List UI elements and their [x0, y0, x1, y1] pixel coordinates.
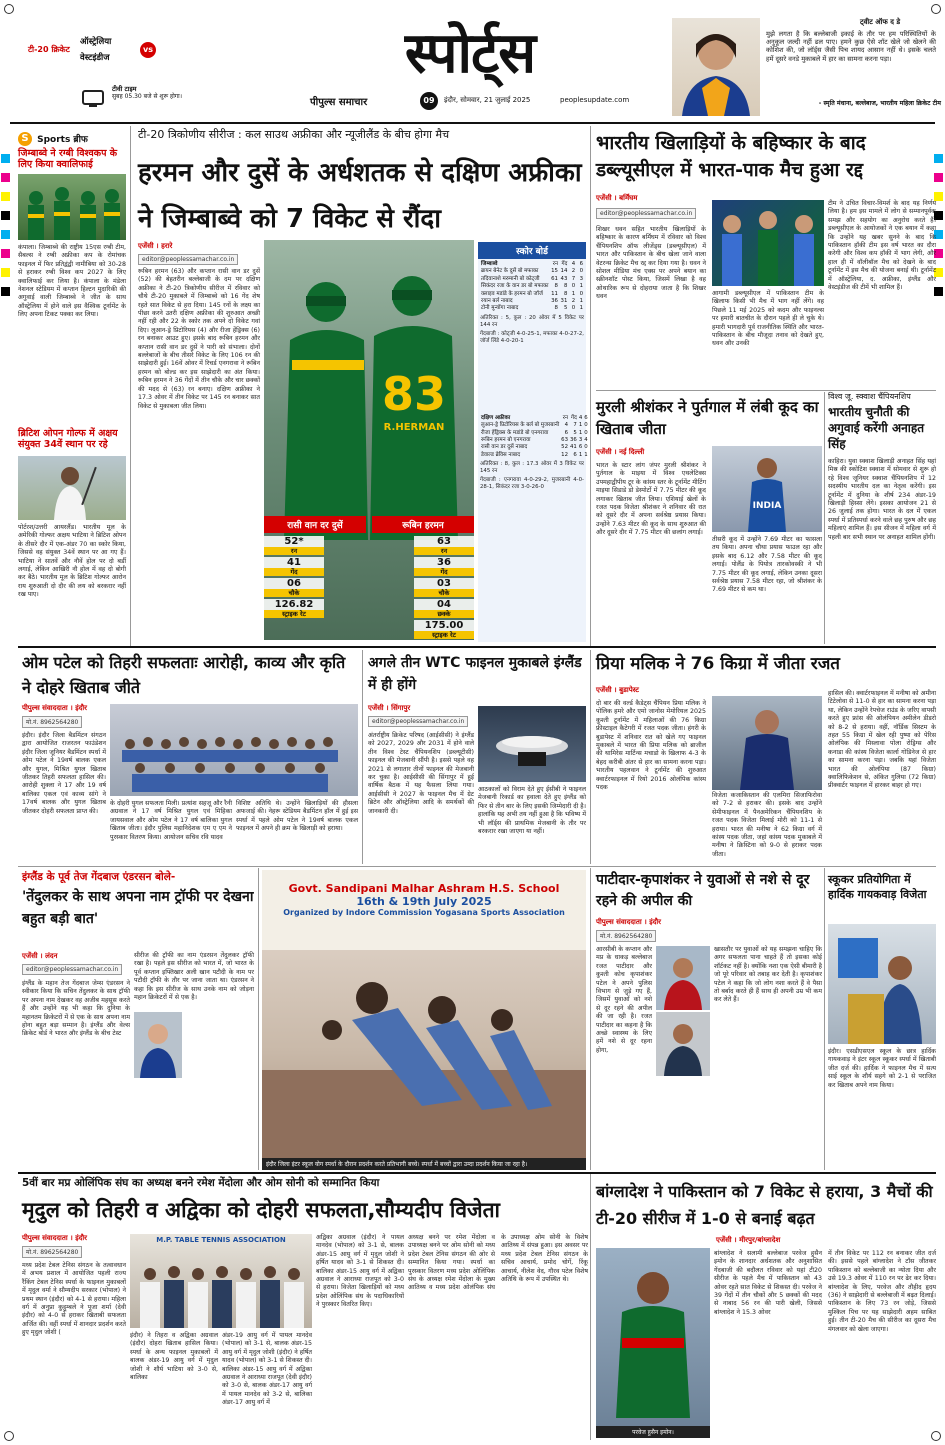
priya-text-3: हासिल की। क्वार्टरफाइनल में मनीषा को अमीना टिटेलोवा से 11-0 से हार का सामना करना पड़ा था, लेकिन उन्होंने रेपचेज राउंड के जरिए वापसी करते हुए फ्रांस की ओलंपियन अमीलेन डीडरो को 8-2 से हराया। वहीं, नॉर्डिक सिस्टम के तहत 55 किग्रा में खेल रही पुष्पा को पेरिस ओलंपिक की मिस्लावा पोला रोड्रिग्स और कनाडा की कांस्य विजेता कार्ला गोडिनेज से हार का सामना करना पड़ा। जबकि यहां विजेता भारत की ओलंपिया (87 किग्रा) क्वालिफिकेशन से, अंकित गुलिया (72 किग्रा) प्रीक्वार्टर फाइनल में हारकर बाहर हो गए।	[828, 690, 936, 790]
stat-value: 52*	[284, 536, 304, 547]
stat-label: छक्के	[414, 610, 474, 618]
team2-name-sc: दक्षिण अफ्रीका	[481, 414, 511, 421]
scorecard-player: रूबिन हरमन बो एनगरावा	[481, 437, 531, 444]
scorecard-stat: 6	[578, 444, 583, 451]
stat-value: 63	[437, 536, 451, 547]
stat-value: 03	[437, 578, 451, 589]
lead-email: editor@peoplessamachar.co.in	[138, 254, 238, 265]
t20-label: टी-20 क्रिकेट	[28, 45, 70, 54]
tweet-author: - स्मृति मंधाना, बल्लेबाज, भारतीय महिला क्रिकेट टीम	[818, 100, 941, 107]
wcl-text-2: आगामी डब्ल्यूसीएल में पाकिस्तान टीम के खिलाफ किसी भी मैच में भाग नहीं लेंगे। वह पिछले 11 मई 2025 को कदम और फाइनल्स पर हमारी बातचीत के दौरान पहले ही ले चुके थे। हमारी भागदारी पूर्व राजनीतिक स्थिति और भारत-पाकिस्तान के बीच मौजूदा तनाव को देखते हुए, धवन और उनकी	[712, 290, 824, 348]
tt-headline: मृदुल को तिहरी व अद्विका को दोहरी सफलता,सौम्यदीप विजेता	[22, 1198, 501, 1222]
wtc-text-1: अंतर्राष्ट्रीय क्रिकेट परिषद (आईसीसी) ने इंग्लैंड को 2027, 2029 और 2031 में होने वाले तीन विश्व टेस्ट चैंपियनशिप (डब्ल्यूटीसी) फाइनल की मेजबानी सौंपी है। इससे पहले वह 2021 से लगातार तीनों फाइनल की मेजबानी कर चुका है। आईसीसी की सिंगापुर में हुई वार्षिक बैठक में यह फैसला लिया गया। आईसीसी ने 2027 के फाइनल मैच में ग्रेट ब्रिटेन और ऑस्ट्रेलिया आदि के समर्थकों की जानकारी दी।	[368, 732, 474, 815]
tt-text-4: अद्विका अग्रवाल (इंदौर) ने पायल मानदेव (भोपाल) को 3-1 से, बालक अंडर-15 आयु वर्ग में मृदुल जोशी ने हर्षित यादव को 3-1 से शिकस्त दी। बालिका अंडर-15 आयु वर्ग में अद्विका अग्रवाल ने आराध्या राजपूत को 3-0 से हराया। विजेता खिलाड़ियों को मध्य प्रदेश ओलिंपिक संघ के पदाधिकारियों ने पुरस्कार वितरित किए।	[316, 1234, 404, 1309]
stat-value: 175.00	[424, 620, 464, 631]
scorecard-stat: 43	[560, 275, 568, 282]
bangladesh-photo	[596, 1248, 710, 1438]
scorecard-player: सिकंदर रजा के वान डर बो मफाका	[481, 283, 549, 290]
stat-label: गेंद	[264, 568, 324, 576]
tendulkar-email: editor@peoplessamachar.co.in	[22, 964, 122, 975]
skooer-photo	[828, 924, 936, 1044]
scorecard-player: रासी वान डर दुसें नाबाद	[481, 444, 528, 451]
priya-photo	[712, 696, 822, 790]
stat-box	[414, 599, 474, 618]
stat-label: चौके	[264, 589, 324, 597]
tweet-author-photo	[672, 18, 760, 116]
masthead-rule	[10, 122, 935, 124]
scorecard-stat: 1	[578, 422, 583, 429]
tendulkar-text-2: सीरीज की ट्रॉफी का नाम एंडरसन तेंदुलकर ट्रॉफी रखा है। पहले इस सीरीज को भारत में, जो भारत के पूर्व कप्तान इफ्तिखार अली खान पटौदी के नाम पर पटौदी ट्रॉफी के तौर पर जाना जाता था। एंडरसन ने कहा कि इस सीरीज के साथ उनके नाम को जोड़ना महान क्रिकेटरों में से एक है।	[134, 952, 254, 1002]
skooer-text: इंदौर। एसडीएसएल स्कूल के छात्र हार्दिक गायकवाड़ ने इंटर स्कूल स्कूकर स्पर्धा में खिताबी जीत दर्ज की। हार्दिक ने फाइनल मैच में सत्य साई स्कूल के शौर्य सहगे को 2-1 से पराजित कर खिताब अपने नाम किया।	[828, 1048, 936, 1089]
scorecard-extras-1: अतिरिक्त : 5, कुल : 20 ओवर में 5 विकेट पर 144 रन	[480, 314, 584, 328]
scorecard-player: क्लाइव मडांडे के हरमन बो जॉर्ज	[481, 290, 543, 297]
team1-name: ऑस्ट्रेलिया	[80, 37, 112, 47]
stat-box	[264, 578, 324, 597]
scorecard-title: स्कोर बोर्ड	[478, 242, 586, 259]
zim-photo	[18, 174, 126, 240]
lead-kicker: टी-20 त्रिकोणीय सीरीज : कल साउथ अफ्रीका और न्यूजीलैंड के बीच होगा मैच	[138, 128, 450, 141]
story-rule	[596, 390, 936, 391]
wcl-text-1: शिखर धवन सहित भारतीय खिलाड़ियों के बहिष्कार के कारण बर्मिंघम में रविवार को विश्व चैंपियनशिप ऑफ लीजेंड्स (डब्ल्यूसीएल) में भारत और पाकिस्तान के बीच खेला जाने वाला वेटरन्स क्रिकेट मैच रद्द कर दिया गया है। धवन ने सोशल मीडिया मंच एक्स पर अपने बयान का स्क्रीनशॉट पोस्ट किया, जिसमें लिखा है वह ओथारिक रूप से दोहराया जाता है कि शिखर धवन	[596, 226, 706, 301]
column-rule	[590, 868, 591, 1170]
tt-text-3: अंडर-19 आयु वर्ग में पायल मानदेव (भोपाल) को 3-1 से, बालक अंडर-15 आयु वर्ग में मृदुल जोशी (इंदौर) ने हर्षित यादव (भोपाल) को 3-1 से शिकस्त दी। बालिका अंडर-15 आयु वर्ग में अद्विका अग्रवाल ने आराध्या राजपूत (देवी इंदौर) को 3-0 से, बालक अंडर-17 आयु वर्ग में पायल मानदेव को 3-2 से, बालिका अंडर-17 आयु वर्ग में	[222, 1332, 312, 1407]
stats-right	[414, 536, 474, 641]
lead-photo	[264, 240, 474, 640]
brief-badge-icon: S	[18, 132, 32, 146]
scorecard-row	[480, 283, 584, 290]
scorecard-stat: 0	[571, 305, 576, 312]
stat-box	[414, 557, 474, 576]
scorecard-stat: 5	[563, 305, 568, 312]
scorecard-row	[480, 291, 584, 298]
lead-text: रूबिन हरमन (63) और कप्तान रासी वान डर दुसें (52) की बेहतरीन बल्लेबाजी के दम पर दक्षिण अफ्रीका ने टी-20 त्रिकोणीय सीरीज में रविवार को चौथे टी-20 मुकाबले में जिम्बाब्वे को 16 गेंद शेष रहते सात विकेट से हरा दिया। 145 रनों के लक्ष्य का पीछा करने उतरी दक्षिण अफ्रीका की शुरुआत अच्छी नहीं रही और 22 के स्कोर तक अपने दो विकेट गवां दिए। लुआन-ड्रे प्रिटोरियस (4) और रीजा हेंड्रिक्स (6) रन बनाकर आउट हुए। इसके बाद रूबिन हरमन और कप्तान रासी वान डर दुसें ने पारी को संभाला। दोनों बल्लेबाजों के बीच तीसरे विकेट के लिए 106 रन की साझेदारी हुई। 16वें ओवर में रिचर्ड एनगरावा ने रूबिन हरमन को बोल्ड कर इस साझेदारी का अंत किया। रूबिन हरमन ने 36 गेंदों में तीन चौके और चार छक्कों की मदद से (63) रन बनाए। दक्षिण अफ्रीका ने 17.3 ओवर में तीन विकेट पर 145 रन बनाकर सात विकेट से मुकाबला जीत लिया।	[138, 268, 260, 410]
tv-channel: टीवी टाइम	[112, 85, 137, 93]
scorecard-stat: 4	[564, 422, 568, 429]
zim-text: कंपाला। जिम्बाब्वे की राष्ट्रीय 15एस रग्बी टीम, सैबल्स ने रग्बी अफ्रीका कप के रोमांचक फाइनल में फिर प्रतिद्वंद्वी नामीबिया को 30-28 से हराकर रग्बी विश्व कप 2027 के लिए क्वालिफाई कर लिया है। कंपाला के मंडेला नेशनल स्टेडियम में कप्तान हिल्टन मुदारिकी की अगुवाई वाली जिम्बाब्वे ने जीत के साथ ऑस्ट्रेलिया में होने वाले इस वैश्विक टूर्नामेंट के लिए अपना टिकट पक्का कर लिया।	[18, 244, 126, 319]
scorecard-stat: 0	[584, 422, 588, 429]
tweet-label: ट्वीट ऑफ द डे	[860, 18, 901, 26]
scorecard-table-2: दक्षिण अफ्रीका रन गेंद 4 6 लुआन-ड्रे प्रिटोरियस के बर्ल बो मुजरबानी 4 7 1 0 रीजा हेंड्रिक्स के मडांडे बो एनगरावा 6 5 1 0 रूबिन हरमन बो एनगरावा 63 36 3 4 रासी वान डर दुसें नाबाद 52 41 6 0 डेवाल्ड ब्रेविस नाबाद 12 6 1 1	[481, 414, 588, 458]
photo-caption-left: रासी वान दर दुसें	[264, 516, 366, 533]
priya-text-2: विजेता कजाकिस्तान की एलमिरा सिजाफिरोवा को 7-2 से हराकर की। इसके बाद उन्होंने सेमीफाइनल में पैनअमेरिकन चैंपियनशिप के रजत पदक विजेता मिलाई मोरी को 11-1 से हराया। भारत की मनीषा ने 62 किग्रा वर्ग में कांस्य पदक जीता, जहां कांस्य पदक मुकाबले में मनीषा ने क्रिस्टिना को 9-0 से हराकर पदक जीता।	[712, 792, 822, 858]
tt-photo	[130, 1234, 312, 1328]
vs-badge: vs	[140, 42, 156, 58]
scorecard-stat: 52	[561, 444, 568, 451]
scorecard-stat: 0	[579, 268, 583, 275]
stat-box	[264, 557, 324, 576]
bangladesh-text-1: बांग्लादेश ने सलामी बल्लेबाज परवेज हुसैन इमोन के शानदार अर्धशतक और अनुशासित गेंदबाजी की बदौलत रविवार को यहां टी20 सीरीज के पहले मैच में पाकिस्तान को 43 ओवर रहते सात विकेट से शिकस्त दी। परवेज ने 39 गेंदों में तीन चौकों और 5 छक्कों की मदद से नाबाद 56 रन की पारी खेली, जिससे बांग्लादेश ने 15.3 ओवर	[714, 1250, 822, 1316]
scorecard-stat: 8	[554, 283, 558, 290]
golf-headline: ब्रिटिश ओपन गोल्फ में अक्षय संयुक्त 34वें स्थान पर रहे	[18, 428, 118, 450]
masthead-title: स्पोर्ट्स	[404, 21, 536, 86]
photo-caption-right: रूबिन हरमन	[372, 516, 474, 533]
wtc-byline: एजेंसी । सिंगापुर	[368, 704, 411, 712]
scorecard-stat: 15	[551, 268, 558, 275]
registration-mark	[4, 1431, 14, 1441]
column-rule	[824, 392, 825, 644]
scorecard-row	[480, 452, 589, 459]
scorecard-player: टोनी मुन्योंगा नाबाद	[481, 305, 519, 312]
svg-text:INDIA: INDIA	[752, 501, 782, 511]
wcl-photo	[712, 200, 824, 286]
anahat-text: काहिरा। युवा स्क्वाश खिलाड़ी अनाहत सिंह यहां मिस्र की स्कोटिश स्क्वाश में सोमवार से शुरू हो रहे विश्व जूनियर स्क्वाश चैंपियनशिप में 12 सदस्यीय भारतीय दल का नेतृत्व करेंगी। इस टूर्नामेंट में दुनिया के शीर्ष 234 अंडर-19 खिलाड़ी हिस्सा लेंगे। इसका आयोजन 21 से 26 जुलाई तक होगा। भारत के दल में एकल स्पर्धा में प्रतिस्पर्धा करने वाले छह पुरुष और छह महिलाएं शामिल हैं। इस सीजन में महिला वर्ग में पहली बार सभी स्थान पर अनाहत शामिल होंगी।	[828, 458, 936, 541]
stat-value: 04	[437, 599, 451, 610]
tt-phone: मो.नं. 8962564280	[22, 1246, 82, 1258]
masthead-line	[310, 92, 680, 112]
scorecard-stat: 6	[564, 429, 568, 436]
scorecard-stat: 5	[573, 429, 577, 436]
column-rule	[590, 1174, 591, 1440]
scorecard-row	[480, 430, 589, 437]
golf-photo	[18, 456, 126, 520]
tt-kicker: 5वीं बार मप्र ओलिंपिक संघ का अध्यक्ष बनने रमेश मेंदोला और ओम सोनी को सम्मानित किया	[22, 1177, 380, 1189]
scorecard-player: रीजा हेंड्रिक्स के मडांडे बो एनगरावा	[481, 429, 549, 436]
date-line: इंदौर, सोमवार, 21 जुलाई 2025	[444, 96, 531, 104]
t20-promo	[28, 30, 158, 90]
website: peoplesupdate.com	[560, 96, 630, 104]
sreeshankar-headline: मुरली श्रीशंकर ने पुर्तगाल में लंबी कूद का खिताब जीता	[596, 398, 819, 438]
scorecard-stat: 0	[571, 283, 576, 290]
stat-value: 41	[287, 557, 301, 568]
wcl-text-3: टीम ने उचित विचार-विमर्श के बाद यह निर्णय लिया है। हम इस मामले में लोग से सम्मानपूर्वक समझ और सहयोग का अनुरोध करते हैं। डब्ल्यूसीएल के आयोजकों ने एक बयान में कहा कि उन्होंने यह खबर सुनने के बाद कि पाकिस्तान हॉकी टीम इस वर्ष भारत का दौरा करेगी और विश्व कप हॉकी में भाग लेगी, और हाल ही में वॉलीबॉल मैच को देखने के बाद टूर्नामेंट में इस मैच की योजना बनाई थी। टूर्नामेंट में ऑस्ट्रेलिया, द. अफ्रीका, इंग्लैंड और वेस्टइंडीज की टीमें भी शामिल हैं।	[828, 200, 936, 292]
scorecard-stat: 7	[571, 275, 576, 282]
tendulkar-kicker: इंग्लैंड के पूर्व तेज गेंदबाज एंडरसन बोले-	[22, 871, 176, 883]
lead-byline: एजेंसी । हरारे	[138, 242, 173, 250]
stat-label: रन	[414, 547, 474, 555]
scorecard-row	[480, 305, 584, 312]
scorecard-stat: 36	[570, 437, 577, 444]
scorecard-player: लुआन-ड्रे प्रिटोरियस के बर्ल बो मुजरबानी	[481, 422, 560, 429]
patidar-photo	[656, 946, 710, 1010]
wcl-headline: भारतीय खिलाड़ियों के बहिष्कार के बाद डब्ल्यूसीएल में भारत-पाक मैच हुआ रद्द	[596, 132, 866, 181]
patidar-phone: मो.नं. 8962564280	[596, 930, 656, 942]
tendulkar-headline: 'तेंदुलकर के साथ अपना नाम ट्रॉफी पर देखना बहुत बड़ी बात'	[22, 889, 254, 927]
stat-box	[414, 536, 474, 555]
scorecard-stat: 3	[579, 275, 583, 282]
tendulkar-byline: एजेंसी । लंदन	[22, 952, 58, 960]
stat-value: 126.82	[274, 599, 314, 610]
stat-label: स्ट्राइक रेट	[264, 610, 324, 618]
scorecard-player: ब्रायन बेनेट के दुसें बो मफाका	[481, 268, 539, 275]
patidar-text-1: आरसीबी के कप्तान और मप्र के धाकड़ बल्लेबाज रजत पाटीदार और कुश्ती कोच कृपाशंकर पटेल ने अपने पुलिस विभाग से जुड़े गए हैं, जिसमें युवाओं को नशे से दूर रहने की अपील की जा रही है। रजत पाटीदार का कहना है कि अच्छे स्वास्थ्य के लिए हमें नशे से दूर रहना होगा,	[596, 946, 652, 1054]
tt-byline: पीपुल्स संवाददाता । इंदौर	[22, 1234, 88, 1242]
scorecard-stat: 4	[584, 437, 588, 444]
scorecard-stat: 31	[560, 298, 568, 305]
patidar-headline: पाटीदार-कृपाशंकर ने युवाओं से नशे से दूर रहने की अपील की	[596, 872, 810, 909]
wcl-email: editor@peoplessamachar.co.in	[596, 208, 696, 219]
scorecard-stat: 36	[551, 298, 558, 305]
skooer-headline: स्कूकर प्रतियोगिता में हार्दिक गायकवाड़ विजेता	[828, 873, 927, 901]
stat-box	[414, 578, 474, 597]
stat-label: स्ट्राइक रेट	[414, 631, 474, 639]
yoga-banner-dates: 16th & 19th July 2025	[356, 895, 492, 908]
stat-label: गेंद	[414, 568, 474, 576]
stat-box	[264, 536, 324, 555]
scorecard	[478, 242, 586, 642]
scorecard-stat: 1	[579, 305, 583, 312]
anahat-headline: भारतीय चुनौती की अगुवाई करेंगी अनाहत सिंह	[828, 405, 925, 451]
scorecard-stat: 0	[584, 444, 588, 451]
column-rule	[362, 650, 363, 864]
scorecard-row	[480, 422, 589, 429]
wtc-text-2: आठकालों को विराम देते हुए ईसीबी ने फाइनल मेजबानी रिकार्ड का हवाला देते हुए इंग्लैंड को फिर से तीन बार के लिए इसकी जिम्मेदारी दी है। हालांकि यह अभी तय नहीं हुआ है कि भविष्य में भी लॉर्ड्स की प्राथमिक मेजबानी के तौर पर बरकरार रखा जाएगा या नहीं।	[478, 786, 586, 836]
team2-name: वेस्टइंडीज	[80, 53, 110, 63]
bangladesh-photo-caption: परवेज हुसैन इमोन।	[596, 1426, 710, 1438]
zim-headline: जिम्बाब्वे ने रग्बी विश्वकप के लिए किया क्वालिफाई	[18, 148, 118, 170]
scorecard-stat: 1	[579, 283, 583, 290]
priya-headline: प्रिया मलिक ने 76 किग्रा में जीता रजत	[596, 654, 840, 674]
sreeshankar-photo	[712, 446, 822, 532]
patidar-byline: पीपुल्स संवाददाता । इंदौर	[596, 918, 662, 926]
badminton-byline: पीपुल्स संवाददाता । इंदौर	[22, 704, 88, 712]
scorecard-stat: 0	[579, 290, 583, 297]
golf-text: पोर्टरश/उत्तरी आयरलैंड। भारतीय मूल के अमेरिकी गोल्फर अक्षय भाटिया ने ब्रिटिश ओपन के तीसरे दौर में एक-अंडर 70 का स्कोर किया, जिससे वह संयुक्त 34वें स्थान पर आ गए हैं। भाटिया ने सातवें और नौवें होल पर दो बर्डी लगाई, लेकिन आखिरी नौ होल में वह दो बोगी कर बैठे। भारतीय मूल के ब्रिटिश गोल्फर आरोन राय शुरुआती दो दौर की लय को बरकरार नहीं रख पाए।	[18, 524, 126, 599]
column-rule	[590, 650, 591, 864]
tv-time: सुबह 05.30 बजे से शुरू होगा।	[112, 93, 183, 100]
wtc-headline: अगले तीन WTC फाइनल मुकाबले इंग्लैंड में ही होंगे	[368, 655, 582, 693]
stat-value: 36	[437, 557, 451, 568]
bangladesh-headline: बांग्लादेश ने पाकिस्तान को 7 विकेट से हराया, 3 मैचों की टी-20 सीरीज में 1-0 से बनाई बढ़त	[596, 1182, 933, 1228]
yoga-banner-school: Govt. Sandipani Malhar Ashram H.S. School	[288, 882, 560, 895]
tt-photo-banner: M.P. TABLE TENNIS ASSOCIATION	[156, 1236, 286, 1244]
stats-left	[264, 536, 324, 620]
svg-text:R.HERMAN: R.HERMAN	[383, 422, 445, 433]
yoga-photo	[262, 870, 586, 1170]
tt-text-1: मध्य प्रदेश टेबल टेनिस संगठन के तत्वावधान में अभय प्रशाल में आयोजित पहली राज्य रैंकिंग टेबल टेनिस स्पर्धा के फाइनल मुकाबलों में मृदुल वर्मा ने सौम्यदीप सरकार (भोपाल) ने प्रथम स्थान (इंदौर) को 4-1 से हराया। महिला वर्ग में अनुप्रा कुट्ठूम्बले ने पूजा शर्मा (देवी इंदौर) को 4-0 से हराकर खिताबी सफलता अर्जित की। वहीं स्पर्धा में शानदार प्रदर्शन करते हुए मृदुल जोशी (	[22, 1262, 126, 1337]
color-bar-left	[1, 150, 11, 302]
anahat-kicker: विश्व जू. स्क्वाश चैंपियनशिप	[828, 392, 911, 401]
tv-info	[82, 82, 182, 112]
scorecard-stat: 14	[560, 268, 568, 275]
section-rule	[18, 1172, 936, 1174]
scorecard-stat: 8	[563, 283, 568, 290]
tt-text-5: अध्यक्ष बनने पर रमेश मेंदोला व उपाध्यक्ष बनने पर ओम सोनी को मध्य प्रदेश टेबल टेनिस संगठन की ओर से सम्मानित किया गया। स्पर्धा का पुरस्कार वितरण मध्य प्रदेश ओलिंपिक संघ के अध्यक्ष रमेश मेंदोला के मुख्य आतिथ्य व मध्य प्रदेश ओलंपिक संघ के उपाध्यक्ष ओम सोनी के विशेष आतिथ्य में संपन्न हुआ। इस अवसर पर मध्य प्रदेश टेबल टेनिस संगठन के सचिव आचार्य, प्रमोद चोर्गे, रिंकू आचार्य, नीलेश वेद, गौरव पटेल विशेष अतिथि के रूप में उपस्थित थे।	[408, 1234, 588, 1292]
tendulkar-text-1: इंग्लैंड के महान तेज गेंदबाज जेम्स एंडरसन ने स्वीकार किया कि सचिन तेंदुलकर के साथ ट्रॉफी पर अपना नाम देखकर वह अजीब महसूस करते हैं और उन्होंने यह भी कहा कि दुनिया के महानतम क्रिकेटरों में से एक के साथ अपना नाम होना बहुत बड़ा सम्मान है। इंग्लैंड और वेल्स क्रिकेट बोर्ड ने भारत और इंग्लैंड के बीच टेस्ट	[22, 980, 130, 1038]
scorecard-stat: 7	[573, 422, 577, 429]
stat-value: 06	[287, 578, 301, 589]
wcl-byline: एजेंसी । बर्मिंघम	[596, 194, 638, 202]
brief-label	[18, 128, 120, 146]
scorecard-stat: 12	[561, 451, 568, 458]
registration-mark	[4, 4, 14, 14]
scorecard-stat: 1	[578, 451, 583, 458]
scorecard-player: डेवाल्ड ब्रेविस नाबाद	[481, 451, 521, 458]
sreeshankar-text-2: तीसरी कूद में उन्होंने 7.69 मीटर का फासला तय किया। अपना चौथा प्रयास फाउल रहा और इसके बाद 6.12 और 7.58 मीटर की कूद लगाई। पोलैंड के पियोत्र तारकोवस्की ने भी 7.75 मीटर की कूद लगाई, लेकिन उनका दूसरा सर्वश्रेष्ठ प्रयास 7.58 मीटर रहा, जो श्रीशंकर के 7.69 मीटर से कम था।	[712, 536, 822, 594]
scorecard-stat: 1	[579, 298, 583, 305]
scorecard-stat: 0	[584, 429, 588, 436]
section-rule	[18, 866, 936, 867]
column-rule	[590, 126, 591, 646]
badminton-headline: ओम पटेल को तिहरी सफलताः आरोही, काव्य और कृति ने दोहरे खिताब जीते	[22, 653, 346, 697]
scorecard-stat: 63	[561, 437, 568, 444]
registration-mark	[931, 4, 941, 14]
badminton-text-3: विशिष्ट अतिथि थे। उन्होंने खिलाड़ियों की हौसला अफजाई की। नेहरू स्टेडियम बैडमिंटन हॉल में हुई इस स्पर्धा में पहले ओम पटेल ने 19वर्ष बालक एकल फाइनल में अपने ही क्रम के खिलाड़ी को हराया।	[236, 800, 358, 833]
column-rule	[130, 126, 131, 646]
scorecard-bowling-1: गेंदबाजी : कोट्जी 4-0-25-1, मफाका 4-0-27-2, जॉर्ज लिंडे 4-0-20-1	[480, 330, 584, 344]
bangladesh-text-2: में तीन विकेट पर 112 रन बनाकर जीत दर्ज की। इससे पहले बांग्लादेश ने टॉस जीतकर पाकिस्तान को बल्लेबाजी का न्योता दिया और उसे 19.3 ओवर में 110 रन पर ढेर कर दिया। बांग्लादेश के लिए, परवेज और तौहीद हृदय (36) ने साझेदारी से बल्लेबाजी में बढ़त दिलाई। पाकिस्तान के लिए 73 रन जोड़े, जिससे मुश्किल पिच पर यह साझेदारी अहम साबित हुई। तीन टी-20 मैच की सीरीज का दूसरा मैच मंगलवार को खेला जाएगा।	[828, 1250, 936, 1333]
scorecard-row	[480, 268, 584, 275]
badminton-photo	[110, 704, 358, 796]
scorecard-stat: 2	[571, 298, 576, 305]
patidar-text-2: खासतौर पर युवाओं को यह समझना चाहिए कि अगर सफलता पाना चाहते हैं तो इसका कोई शॉर्टकट नहीं है। क्योंकि नशा एक ऐसी बीमारी है जो पूरे परिवार को तबाह कर देती है। कृपाशंकर पटेल ने कहा कि जो लोग नशा करते हैं वे पैसा तो बर्बाद करते ही हैं साथ ही अपनी उम्र भी कम कर लेते हैं।	[714, 946, 822, 1004]
scorecard-stat: 8	[554, 305, 558, 312]
tt-text-2: इंदौर) ने तिहरा व अद्विका अग्रवाल (इंदौर) दोहरा खिताब हासिल किया। स्पर्धा के अन्य फाइनल मुकाबलों में बालक अंडर-19 आयु वर्ग में मृदुल जोशी ने शौर्य भाटिया को 3-0 से, बालिका	[130, 1332, 218, 1382]
priya-byline: एजेंसी । बुडापेस्ट	[596, 686, 639, 694]
column-rule	[824, 868, 825, 1170]
scorecard-bowling-2: गेंदबाजी : एनगरावा 4-0-29-2, मुजरबानी 4-0-28-1, सिकंदर रजा 3-0-26-0	[480, 477, 584, 491]
scorecard-player: तदिवानाशे मरुमानी बो कोट्जी	[481, 275, 540, 282]
badminton-text-1: इंदौर। इंदौर जिला बैडमिंटन संगठन द्वारा आयोजित राजरतन फाउंडेशन इंदौर जिला जूनियर बैडमिंटन स्पर्धा में ओम पटेल ने 19वर्ष बालक एकल और युगल, मिश्रित युगल खिताब जीतकर तिहरी सफलता हासिल की। आरोही शुक्ला ने 17 और 19 वर्ष बालिका एकल एवं काव्य सांगे ने 17वर्ष बालक और युगल खिताब जीतकर दोहरी सफलता प्राप्त की।	[22, 732, 106, 815]
scorecard-row	[480, 444, 589, 451]
bangladesh-byline: एजेंसी । मीरपुर/बांग्लादेश	[716, 1236, 781, 1244]
tv-icon	[82, 88, 106, 108]
scorecard-stat: 6	[573, 451, 577, 458]
scorecard-table-1: जिम्बाब्वे रन गेंद 4 6 ब्रायन बेनेट के दुसें बो मफाका 15 14 2 0 तदिवानाशे मरुमानी बो कोट्जी 61 43 7 3 सिकंदर रजा के वान डर बो मफाका 8 8 0 1 क्लाइव मडांडे के हरमन बो जॉर्ज 11 8 1 0 रयान बर्ल नाबाद 36 31 2 1 टोनी मुन्योंगा नाबाद 8 5 0 1	[481, 261, 583, 312]
scorecard-stat: 2	[571, 268, 576, 275]
scorecard-extras-2: अतिरिक्त : 8, कुल : 17.3 ओवर में 3 विकेट पर 145 रन	[480, 461, 584, 475]
scorecard-player: रयान बर्ल नाबाद	[481, 298, 513, 305]
page-number: 09	[420, 92, 438, 110]
wtc-email: editor@peoplessamachar.co.in	[368, 716, 468, 727]
sreeshankar-byline: एजेंसी । नई दिल्ली	[596, 448, 645, 456]
scorecard-stat: 61	[551, 275, 558, 282]
brief-title: Sports ब्रीफ	[37, 135, 88, 145]
wtc-trophy-photo	[478, 706, 586, 782]
tweet-text: मुझे लगता है कि बल्लेबाजी इकाई के तौर पर हम परिस्थितियों के अनुकूल जल्दी नहीं ढल पाए। हमने कुछ ऐसे शॉट खेले जो खेलने की कोशिश की, जो लॉर्ड्स जैसी पिच शायद आसान नहीं थे। इसके चलते हमें दूसरे वनडे मुकाबले में हार का सामना करना पड़ा।	[766, 30, 936, 63]
kripashankar-photo	[656, 1012, 710, 1076]
svg-text:83: 83	[381, 367, 447, 421]
yoga-caption: इंदौर जिला इंटर स्कूल योग स्पर्धा के दौरान प्रदर्शन करते प्रतिभागी बच्चे। स्पर्धा में बच्चों द्वारा उम्दा प्रदर्शन किया जा रहा है।	[262, 1158, 586, 1170]
scorecard-stat: 1	[571, 290, 576, 297]
stat-label: चौके	[414, 589, 474, 597]
scorecard-stat: 8	[563, 290, 568, 297]
scorecard-stat: 1	[584, 451, 588, 458]
stat-box	[264, 599, 324, 618]
lead-headline: हरमन और दुसें के अर्धशतक से दक्षिण अफ्रीका ने जिम्बाब्वे को 7 विकेट से रौंदा	[138, 158, 582, 234]
scorecard-stat: 3	[578, 437, 583, 444]
scorecard-stat: 41	[570, 444, 577, 451]
sreeshankar-text-1: भारत के स्टार लांग जंपर मुरली श्रीशंकर ने पुर्तगाल के माइया में विश्व एथलेटिक्स उपमहाद्वीपीय टूर के कांस्य स्तर के टूर्नामेंट मीटिंग माइया सिडाडे डो डेस्पोर्टो में 7.75 मीटर की कूद लगाकर खिताब जीत लिया। एशियाई खेलों के रजत पदक विजेता श्रीशंकर ने शनिवार की रात को दूसरे दौर में अपना सर्वश्रेष्ठ प्रयास किया। उन्होंने 7.63 मीटर की कूद के साथ शुरुआत की और दूसरे दौर में 7.75 मीटर की छलांग लगाई।	[596, 462, 706, 537]
scorecard-stat: 11	[551, 290, 558, 297]
scorecard-stat: 1	[578, 429, 583, 436]
stat-box	[414, 620, 474, 639]
section-rule	[18, 646, 936, 648]
column-rule	[258, 868, 259, 1170]
team1-name-sc: जिम्बाब्वे	[481, 261, 498, 267]
yoga-banner-organizer: Organized by Indore Commission Yogasana Sports Association	[283, 908, 565, 917]
priya-text-1: दो बार की वर्ल्ड कैडेट्स चैंपियन प्रिया मलिक ने पोलिक हमरे और एमो जानोस मेमोरियल 2025 कुश्ती टूर्नामेंट में महिलाओं की 76 किग्रा फ्रीस्टाइल कैटेगरी में रजत पदक जीता। हंगरी के बुडापेस्ट में शनिवार रात को खेले गए फाइनल मुकाबले में भारत की प्रिया मलिक को ब्राजील की थामिरेस मार्टिन्स मचाडो के खिलाफ 4-3 के बेहद करीबी अंतर से हार का सामना करना पड़ा। भारतीय पहलवान ने टूर्नामेंट की शुरुआत क्वार्टरफाइनल में रियो 2016 ओलंपिक कांस्य पदक	[596, 700, 706, 792]
badminton-phone: मो.नं. 8962564280	[22, 716, 82, 728]
badminton-text-2: के दोहरी युगल सफलता मिली। प्रत्यांश सहजू और रैनी अग्रवाल ने 17 वर्ष मिश्रित युगल एवं मिहिका जायसवाल और ओम पटेल ने 17 वर्ष बालिका युगल खिताब जीता। इंदौर पुलिस महानिदेशक एम ए एम ने पुरस्कार वितरण किया। आयोजन सचिव रवि यादव	[110, 800, 232, 841]
paper-name: पीपुल्स समाचार	[310, 97, 368, 108]
stat-label: रन	[264, 547, 324, 555]
